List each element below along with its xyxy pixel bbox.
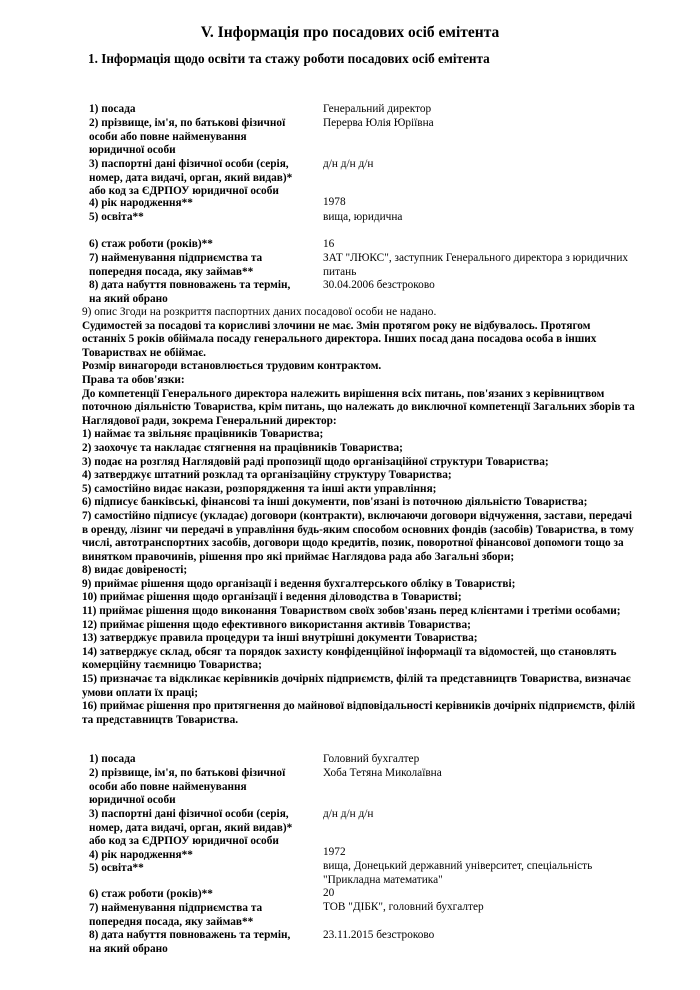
- label-position: 1) посада: [89, 103, 136, 115]
- value-full-name: Хоба Тетяна Миколаївна: [323, 767, 442, 779]
- value-experience: 20: [323, 887, 335, 899]
- value-birth-year: 1978: [323, 196, 346, 208]
- value-appointment-date: 30.04.2006 безстроково: [323, 279, 435, 291]
- label-full-name: 2) прізвище, ім'я, по батькові фізичної особи або повне найменування юридичної особи: [89, 767, 286, 807]
- label-education: 5) освіта**: [89, 862, 144, 874]
- label-full-name: 2) прізвище, ім'я, по батькові фізичної особи або повне найменування юридичної особи: [89, 117, 286, 157]
- label-experience: 6) стаж роботи (років)**: [89, 238, 213, 250]
- value-previous-position: ЗАТ "ЛЮКС", заступник Генерального директора з юридичних питань: [323, 252, 629, 278]
- value-education: вища, Донецький державний університет, спеціальність "Прикладна математика": [323, 860, 593, 886]
- label-birth-year: 4) рік народження**: [89, 197, 193, 209]
- value-birth-year: 1972: [323, 846, 346, 858]
- label-appointment-date: 8) дата набуття повноважень та термін, на який обрано: [89, 929, 291, 955]
- label-previous-position: 7) найменування підприємства та попередня посада, яку займав**: [89, 252, 263, 278]
- value-full-name: Перерва Юлія Юріївна: [323, 117, 434, 129]
- label-passport: 3) паспортні дані фізичної особи (серія, номер, дата видачі, орган, який видав)* або код за ЄДРПОУ юридичної особи: [89, 158, 293, 198]
- label-passport: 3) паспортні дані фізичної особи (серія, номер, дата видачі, орган, який видав)* або код за ЄДРПОУ юридичної особи: [89, 808, 293, 848]
- value-appointment-date: 23.11.2015 безстроково: [323, 929, 435, 941]
- value-position: Головний бухгалтер: [323, 753, 420, 765]
- official-1-description: 9) опис Згоди на розкриття паспортних даних посадової особи не надано. Судимостей за посадові та корисливі злочини не має. Змін протягом року не відбувалось. Протягом останніх 5 років обіймала посаду генерального директора. Інших посад дана посадова особа в інших Товариствах не обіймає. Розмір винагороди встановлюється трудовим контрактом. Права та обов'язки: До компетенції Генерального директора належить вирішення всіх питань, пов'язаних з керівництвом поточною діяльністю Товариства, крім питань, що належать до виключної компетенції Загальних зборів та Наглядової ради, зокрема Генеральний директор: 1) наймає та звільняє працівників Товариства; 2) заохочує та накладає стягнення на працівників Товариства; 3) подає на розгляд Наглядовій раді пропозиції щодо організаційної структури Товариства; 4) затверджує штатний розклад та організаційну структуру Товариства; 5) самостійно видає накази, розпорядження та інші акти управління; 6) підписує банківські, фінансові та інші документи, пов'язані із поточною діяльністю Товариства; 7) самостійно підписує (укладає) договори (контракти), включаючи договори відчуження, застави, передачі в оренду, лізинг чи передачі в управління будь-яким способом основних фондів (засобів) Товариства, в тому числі, автотранспортних засобів, договори щодо кредитів, позик, поворотної фінансової допомоги тощо за винятком правочинів, рішення про які приймає Наглядова рада або Загальні збори; 8) видає довіреності; 9) приймає рішення щодо організації і ведення бухгалтерського обліку в Товаристві; 10) приймає рішення щодо організації і ведення діловодства в Товаристві; 11) приймає рішення щодо виконання Товариством своїх зобов'язань перед клієнтами і третіми особами; 12) приймає рішення щодо ефективного використання активів Товариства; 13) затверджує правила процедури та інші внутрішні документи Товариства; 14) затверджує склад, обсяг та порядок захисту конфіденційної інформації та відомостей, що становлять комерційну таємницю Товариства; 15) призначає та відкликає керівників дочірніх підприємств, філій та представництв Товариства, визначає умови оплати їх праці; 16) приймає рішення про притягнення до майнової відповідальності керівників дочірніх підприємств, філій та представництв Товариства.: [82, 306, 636, 726]
- label-appointment-date: 8) дата набуття повноважень та термін, на який обрано: [89, 279, 291, 305]
- value-previous-position: ТОВ "ДІБК", головний бухгалтер: [323, 901, 484, 913]
- label-position: 1) посада: [89, 753, 136, 765]
- subsection-title: 1. Інформація щодо освіти та стажу роботи посадових осіб емітента: [88, 51, 490, 66]
- value-experience: 16: [323, 238, 335, 250]
- section-title: V. Інформація про посадових осіб емітента: [200, 24, 500, 41]
- value-passport: д/н д/н д/н: [323, 158, 374, 170]
- value-position: Генеральний директор: [323, 103, 432, 115]
- label-education: 5) освіта**: [89, 211, 144, 223]
- label-birth-year: 4) рік народження**: [89, 849, 193, 861]
- value-education: вища, юридична: [323, 211, 403, 223]
- label-experience: 6) стаж роботи (років)**: [89, 888, 213, 900]
- label-previous-position: 7) найменування підприємства та попередня посада, яку займав**: [89, 902, 263, 928]
- value-passport: д/н д/н д/н: [323, 808, 374, 820]
